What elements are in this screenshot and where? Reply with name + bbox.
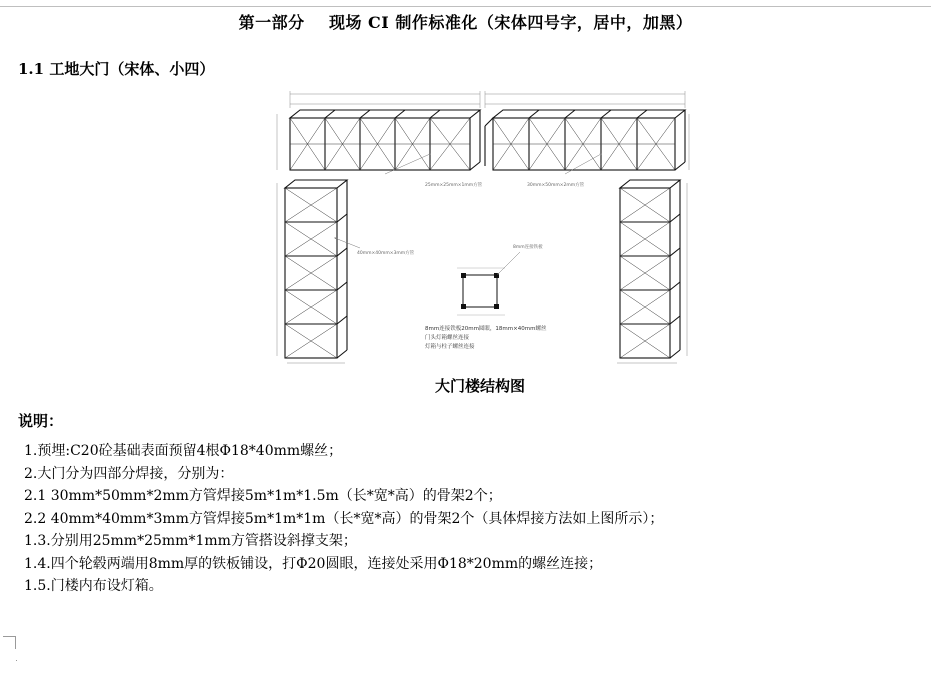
page-title: 第一部分 现场 CI 制作标准化（宋体四号字，居中，加黑） xyxy=(238,13,693,32)
figure-caption: 大门楼结构图 xyxy=(434,377,525,395)
left-column xyxy=(285,180,347,358)
description-heading: 说明： xyxy=(18,412,64,430)
label-column-left: 40mm×40mm×3mm方管 xyxy=(357,251,415,256)
description-item: 1.预埋:C20砼基础表面预留4根Φ18*40mm螺丝； xyxy=(24,443,343,459)
label-top-beam-left: 25mm×25mm×1mm方管 xyxy=(425,183,483,188)
description-item: 2.1 30mm*50mm*2mm方管焊接5m*1m*1.5m（长*宽*高）的骨架2个； xyxy=(24,488,502,504)
description-item: 2.大门分为四部分焊接，分别为： xyxy=(24,465,234,482)
right-top-beam-bracing xyxy=(493,118,675,170)
figure-note-line-1: 8mm连接铁板20mm圆眼，18mm×40mm螺丝 xyxy=(425,326,547,332)
figure-note-line-2: 门头灯箱螺丝连接 xyxy=(425,335,470,341)
figure-note-line-3: 灯箱与柱子螺丝连接 xyxy=(425,344,475,350)
right-top-beam xyxy=(485,110,685,170)
description-item: 2.2 40mm*40mm*3mm方管焊接5m*1m*1m（长*宽*高）的骨架2个（具体焊接方法如上图所示）； xyxy=(24,510,664,527)
leader-lines xyxy=(335,154,601,274)
description-item: 1.5.门楼内布设灯箱。 xyxy=(24,578,163,594)
connection-plate-detail xyxy=(457,268,505,315)
left-top-beam xyxy=(290,110,480,170)
description-item: 1.3.分别用25mm*25mm*1mm方管搭设斜撑支架； xyxy=(24,533,357,549)
right-column xyxy=(620,180,680,358)
description-item: 1.4.四个轮毂两端用8mm厚的铁板铺设，打Φ20圆眼，连接处采用Φ18*20mm的螺丝连接； xyxy=(24,555,603,572)
right-column-bracing xyxy=(620,188,670,358)
gate-structure-figure xyxy=(265,88,695,398)
left-column-bracing xyxy=(285,188,337,358)
page-top-rule xyxy=(0,6,931,7)
page-corner-mark xyxy=(3,636,16,649)
label-plate: 8mm连接铁板 xyxy=(513,245,543,250)
left-top-beam-bracing xyxy=(290,118,470,170)
section-heading: 1.1 工地大门（宋体、小四） xyxy=(18,60,215,78)
description-list xyxy=(24,440,663,598)
gate-structure-drawing xyxy=(265,88,695,373)
label-top-beam-right: 30mm×50mm×2mm方管 xyxy=(527,183,585,188)
page-corner-dot xyxy=(16,660,17,661)
